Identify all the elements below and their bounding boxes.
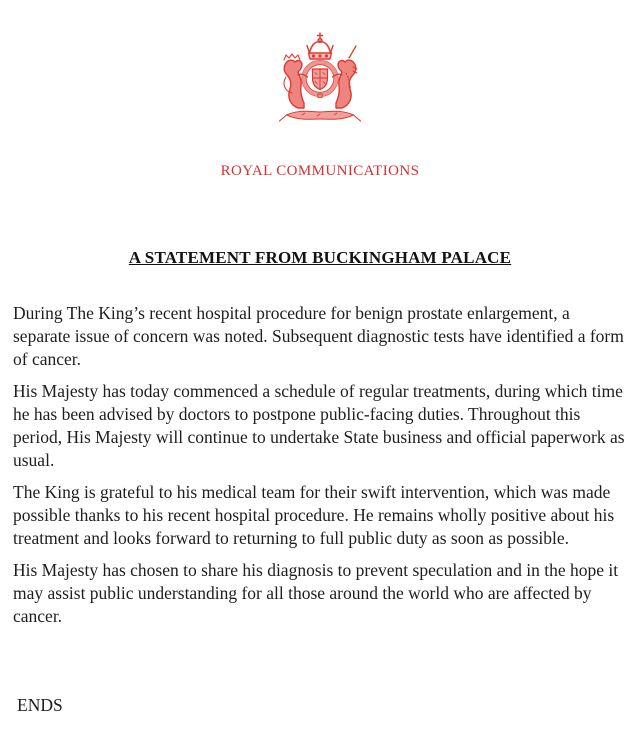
- statement-paragraph-4: His Majesty has chosen to share his diagnosis to prevent speculation and in the hope it may assist public understanding for all those around the world who are affected by cancer.: [13, 560, 619, 626]
- statement-paragraph-1: During The King’s recent hospital procedure for benign prostate enlargement, a separate issue of concern was noted. Subsequent diagnostic tests have identified a form of cancer.: [13, 303, 624, 369]
- statement-body: [13, 302, 628, 637]
- statement-paragraph-2: His Majesty has today commenced a schedule of regular treatments, during which time he has been advised by doctors to postpone public-facing duties. Throughout this period, His Majesty will continue to undertake State business and official paperwork as usual.: [13, 381, 625, 470]
- ends-marker: ENDS: [17, 695, 63, 715]
- royal-coat-of-arms-icon: [0, 31, 640, 127]
- statement-paragraph-3: The King is grateful to his medical team for their swift intervention, which was made possible thanks to his recent hospital procedure. He remains wholly positive about his treatment and looks forward to returning to full public duty as soon as possible.: [13, 482, 615, 548]
- statement-title: A STATEMENT FROM BUCKINGHAM PALACE: [128, 248, 512, 267]
- organization-name: ROYAL COMMUNICATIONS: [220, 163, 420, 179]
